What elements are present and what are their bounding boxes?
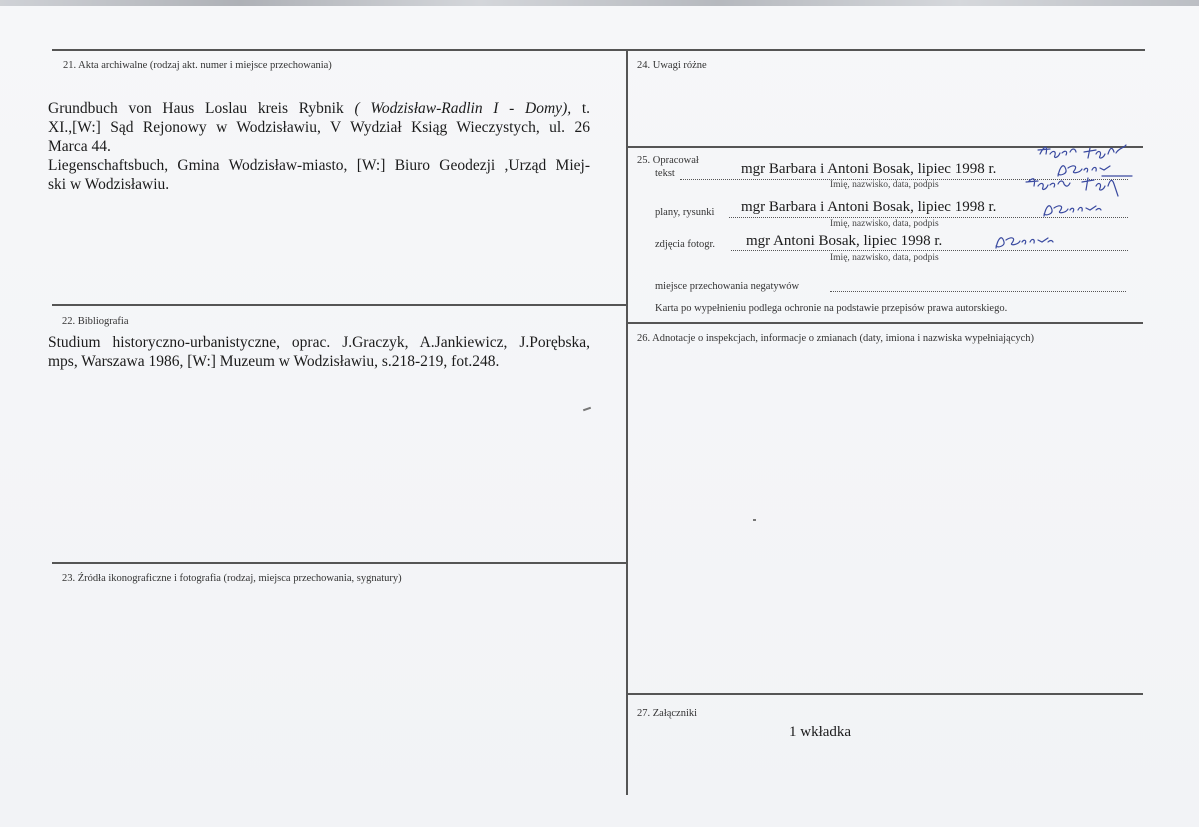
plany-sublabel: Imię, nazwisko, data, podpis bbox=[830, 219, 939, 229]
field-27-label: 27. Załączniki bbox=[637, 708, 698, 719]
karta-note: Karta po wypełnieniu podlega ochronie na podstawie przepisów prawa autorskiego. bbox=[655, 303, 1008, 314]
rule-right-3 bbox=[627, 693, 1143, 695]
paper-speck bbox=[583, 407, 591, 412]
field-27-value: 1 wkładka bbox=[789, 724, 852, 740]
field-21-label: 21. Akta archiwalne (rodzaj akt. numer i miejsce przechowania) bbox=[63, 60, 332, 71]
negatywy-label: miejsce przechowania negatywów bbox=[655, 281, 800, 292]
field-21-line3: Marca 44. bbox=[48, 138, 111, 155]
plany-value: mgr Barbara i Antoni Bosak, lipiec 1998 r. bbox=[741, 199, 997, 215]
rule-left-lower bbox=[52, 562, 627, 564]
zdjecia-sublabel: Imię, nazwisko, data, podpis bbox=[830, 253, 939, 263]
field-21-line4: Liegenschaftsbuch, Gmina Wodzisław-miasto, [W:] Biuro Geodezji ,Urząd Miej- bbox=[48, 157, 590, 174]
field-21-line1a: Grundbuch von Haus Loslau kreis Rybnik bbox=[48, 100, 344, 117]
field-21-line1b: ( Wodzisław-Radlin I - Domy), bbox=[354, 100, 572, 117]
field-22-label: 22. Bibliografia bbox=[62, 316, 129, 327]
rule-right-2 bbox=[627, 322, 1143, 324]
plany-label: plany, rysunki bbox=[655, 207, 715, 218]
field-21-line1c: t. bbox=[581, 100, 591, 117]
field-24-label: 24. Uwagi różne bbox=[637, 60, 707, 71]
rule-center bbox=[626, 49, 628, 795]
card-top-edge bbox=[0, 0, 1199, 6]
zdjecia-value: mgr Antoni Bosak, lipiec 1998 r. bbox=[746, 233, 943, 249]
field-21-content bbox=[48, 99, 590, 194]
field-25-label: 25. Opracował bbox=[637, 155, 699, 166]
tekst-sublabel: Imię, nazwisko, data, podpis bbox=[830, 180, 939, 190]
field-23-label: 23. Źródła ikonograficzne i fotografia (rodzaj, miejsca przechowania, sygnatury) bbox=[62, 573, 402, 584]
signature-plany bbox=[1038, 196, 1108, 224]
negatywy-dotted-line bbox=[830, 290, 1126, 292]
field-22-line2: mps, Warszawa 1986, [W:] Muzeum w Wodzisławiu, s.218-219, fot.248. bbox=[48, 353, 500, 370]
zdjecia-label: zdjęcia fotogr. bbox=[655, 239, 716, 250]
field-22-content bbox=[48, 333, 590, 371]
field-21-line2: XI.,[W:] Sąd Rejonowy w Wodzisławiu, V Wydział Ksiąg Wieczystych, ul. 26 bbox=[48, 119, 590, 136]
tekst-value: mgr Barbara i Antoni Bosak, lipiec 1998 r. bbox=[741, 161, 997, 177]
field-21-line5: ski w Wodzisławiu. bbox=[48, 176, 170, 193]
rule-top bbox=[52, 49, 1145, 51]
signature-zdjecia bbox=[990, 226, 1070, 256]
field-22-line1: Studium historyczno-urbanistyczne, oprac. J.Graczyk, A.Jankiewicz, J.Porębska, bbox=[48, 334, 590, 351]
rule-left-mid bbox=[52, 304, 627, 306]
field-26-label: 26. Adnotacje o inspekcjach, informacje o zmianach (daty, imiona i nazwiska wypełniających) bbox=[637, 333, 1035, 344]
tekst-label: tekst bbox=[655, 168, 675, 179]
paper-speck bbox=[753, 519, 756, 521]
